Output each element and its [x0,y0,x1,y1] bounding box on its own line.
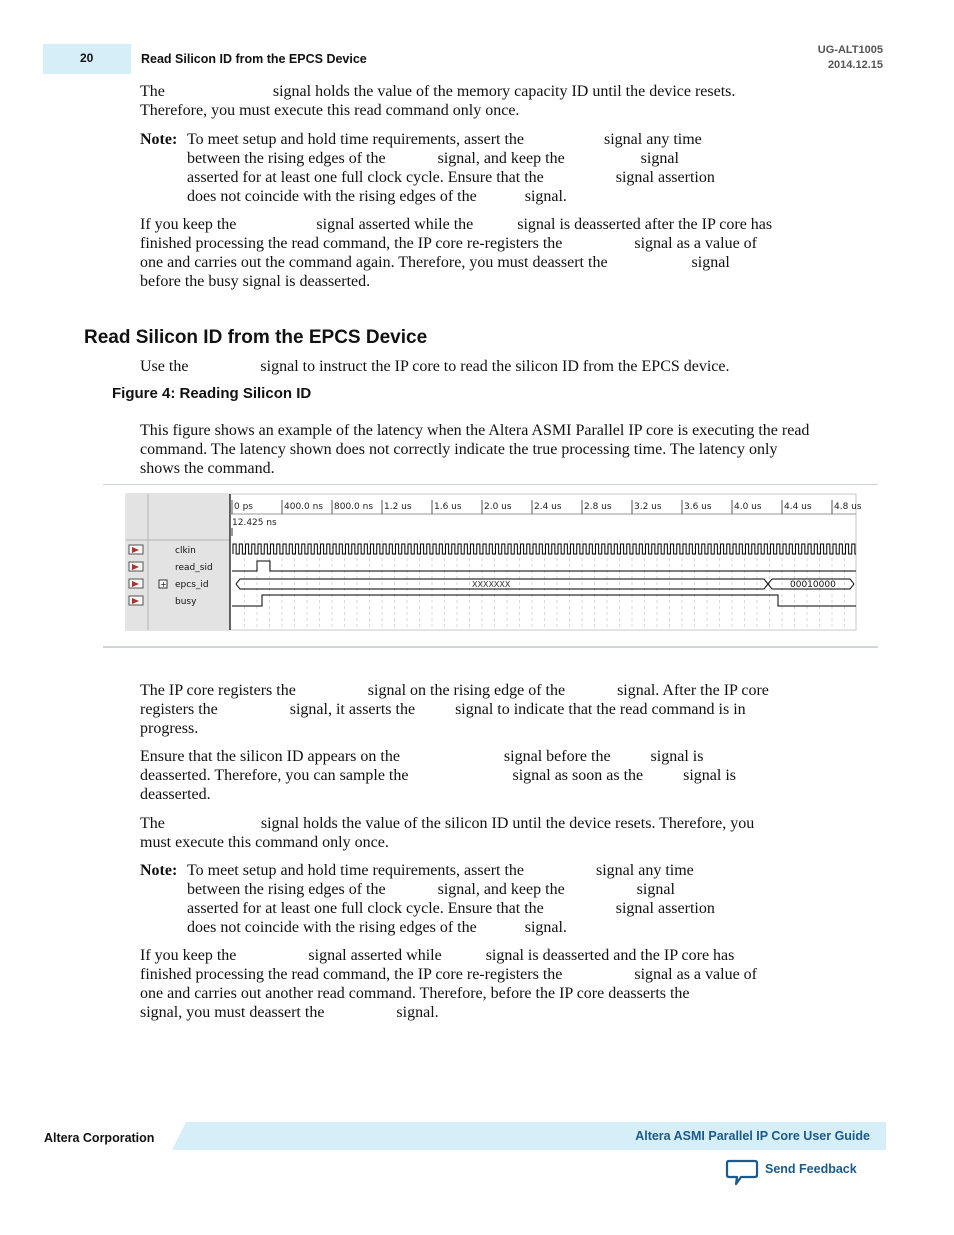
epcs-id-value: 00010000 [790,580,836,590]
text-line: progress. [140,720,199,737]
text-line: To meet setup and hold time requirements, assert the signal any time [187,862,694,879]
signal-name: epcs_id [175,580,209,590]
time-label: 2.8 us [584,502,612,512]
signal-name: clkin [175,546,196,556]
signal-name: busy [175,597,197,607]
time-label: 4.8 us [834,502,862,512]
time-label: 400.0 ns [284,502,324,512]
text-line: before the busy signal is deasserted. [140,273,371,290]
note-block-2 [140,861,820,937]
section-heading: Read Silicon ID from the EPCS Device [84,327,428,348]
text-line: one and carries out another read command. Therefore, before the IP core deasserts the [140,985,690,1002]
header-tab-slant [118,44,132,74]
epcs-id-transition: XXXXXXX [472,580,511,589]
feedback-icon [726,1158,758,1186]
text-line: To meet setup and hold time requirements, assert the signal any time [187,131,702,148]
text-line: one and carries out the command again. Therefore, you must deassert the signal [140,254,730,271]
text-line: between the rising edges of the signal, and keep the signal [187,881,675,898]
time-label: 1.6 us [434,502,462,512]
note-block-1 [140,130,820,206]
doc-date: 2014.12.15 [827,59,883,71]
note-label: Note: [140,862,178,879]
footer-band-slant [172,1122,186,1150]
text-line: asserted for at least one full clock cycle. Ensure that the signal assertion [187,169,715,186]
text-line: does not coincide with the rising edges of the signal. [187,919,567,936]
time-label: 2.4 us [534,502,562,512]
time-label: 2.0 us [484,502,512,512]
section-paragraph-1 [140,357,820,376]
time-label: 3.6 us [684,502,712,512]
after-paragraph-2 [140,747,820,804]
text-line: finished processing the read command, the IP core re-registers the signal as a value of [140,235,757,252]
text-line: deasserted. [140,786,211,803]
doc-id: UG-ALT1005 [817,44,883,56]
figure-top-rule [103,484,878,485]
running-header-title: Read Silicon ID from the EPCS Device [141,52,367,66]
text-line: between the rising edges of the signal, and keep the signal [187,150,679,167]
after-paragraph-4 [140,946,820,1022]
time-label: 800.0 ns [334,502,374,512]
after-paragraph-3 [140,814,820,852]
intro-paragraph-1 [140,82,820,120]
text-line: deasserted. Therefore, you can sample the signal as soon as the signal is [140,767,737,784]
text-line: registers the signal, it asserts the signal to indicate that the read command is in [140,701,746,718]
figure-bottom-rule [103,646,878,648]
time-label: 1.2 us [384,502,412,512]
text-line: If you keep the signal asserted while signal is deasserted and the IP core has [140,947,735,964]
doc-info [818,43,883,73]
text-line: Therefore, you must execute this read command only once. [140,102,520,119]
text-line: shows the command. [140,460,275,477]
cursor-label: 12.425 ns [232,518,277,528]
waveform-figure [126,494,862,630]
text-line: finished processing the read command, the IP core re-registers the signal as a value of [140,966,757,983]
send-feedback-link[interactable] [726,1158,866,1186]
page-number: 20 [80,51,94,65]
footer-company: Altera Corporation [44,1131,155,1145]
text-line: asserted for at least one full clock cycle. Ensure that the signal assertion [187,900,715,917]
after-paragraph-1 [140,681,820,738]
figure-caption: Figure 4: Reading Silicon ID [112,385,312,402]
text-line: Use the signal to instruct the IP core to read the silicon ID from the EPCS device. [140,358,730,375]
text-line: does not coincide with the rising edges of the signal. [187,188,567,205]
time-label: 3.2 us [634,502,662,512]
text-line: The signal holds the value of the memory capacity ID until the device resets. [140,83,736,100]
signal-name: read_sid [175,563,213,573]
text-line: command. The latency shown does not correctly indicate the true processing time. The latency only [140,441,778,458]
time-label: 4.0 us [734,502,762,512]
text-line: The IP core registers the signal on the rising edge of the signal. After the IP core [140,682,769,699]
footer-guide-link[interactable]: Altera ASMI Parallel IP Core User Guide [635,1129,870,1143]
text-line: If you keep the signal asserted while the signal is deasserted after the IP core has [140,216,773,233]
text-line: The signal holds the value of the silicon ID until the device resets. Therefore, you [140,815,755,832]
text-line: must execute this command only once. [140,834,389,851]
text-line: Ensure that the silicon ID appears on the signal before the signal is [140,748,704,765]
text-line: This figure shows an example of the latency when the Altera ASMI Parallel IP core is executing the read [140,422,810,439]
intro-paragraph-2 [140,215,820,291]
expand-symbol: + [160,580,167,589]
send-feedback-label: Send Feedback [765,1162,857,1176]
figure-description [140,421,820,478]
time-label: 0 ps [234,502,253,512]
note-label: Note: [140,131,178,148]
time-label: 4.4 us [784,502,812,512]
text-line: signal, you must deassert the signal. [140,1004,439,1021]
